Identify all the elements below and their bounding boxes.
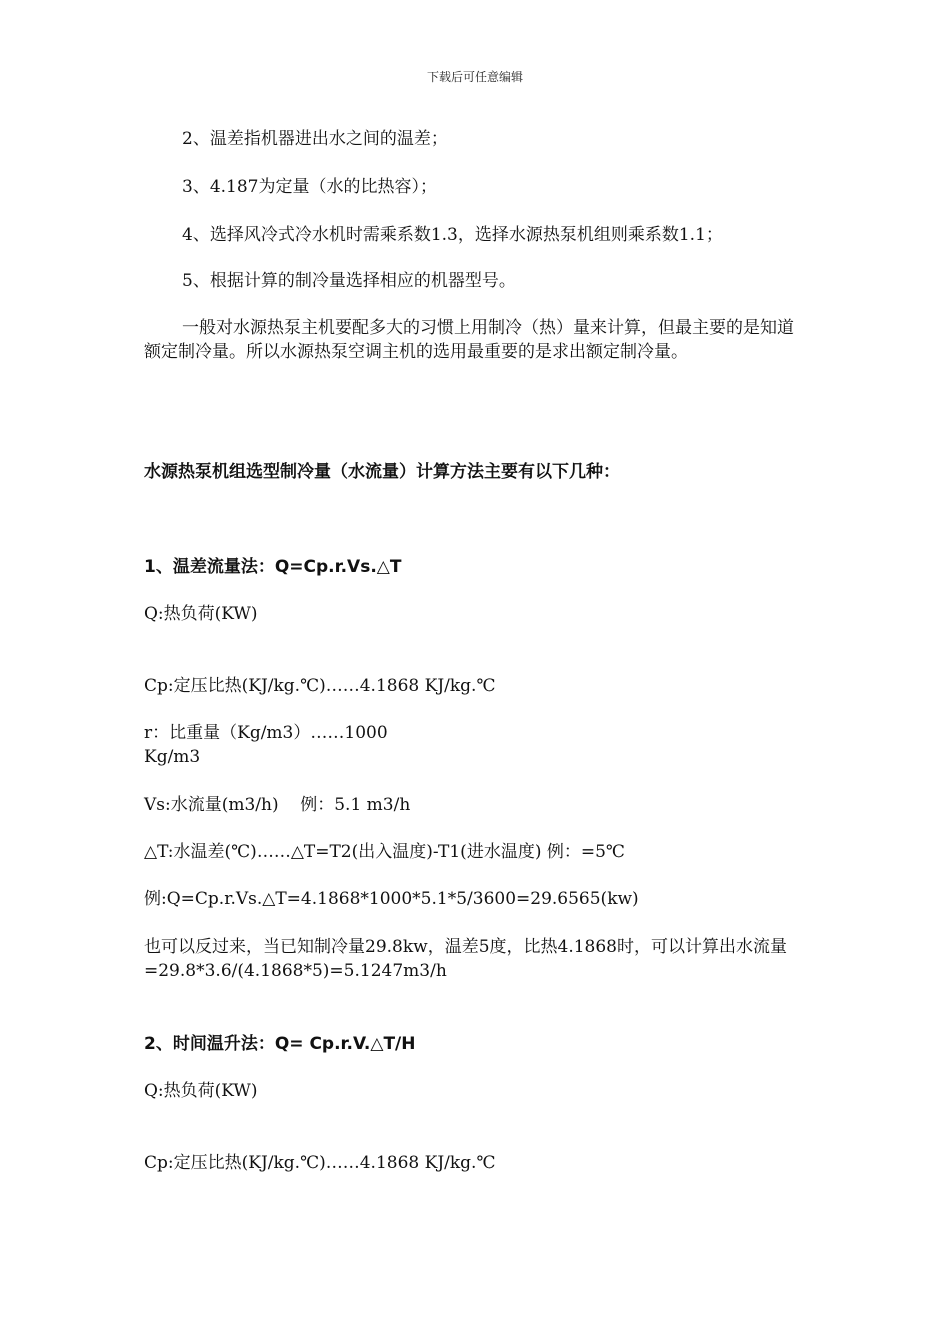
method1-cp: Cp:定压比热(KJ/kg.℃)……4.1868 KJ/kg.℃ — [144, 676, 496, 696]
section-heading: 水源热泵机组选型制冷量（水流量）计算方法主要有以下几种： — [144, 462, 620, 482]
method2-cp: Cp:定压比热(KJ/kg.℃)……4.1868 KJ/kg.℃ — [144, 1153, 496, 1173]
page-header: 下载后可任意编辑 — [426, 70, 523, 84]
method1-example: 例:Q=Cp.r.Vs.△T=4.1868*1000*5.1*5/3600=29.6565(kw) — [144, 889, 639, 909]
method1-dt: △T:水温差(℃)……△T=T2(出入温度)-T1(进水温度) 例：=5℃ — [144, 842, 625, 862]
method1-q: Q:热负荷(KW) — [144, 604, 258, 624]
method2-title: 2、时间温升法：Q= Cp.r.V.△T/H — [144, 1034, 416, 1054]
method2-q: Q:热负荷(KW) — [144, 1081, 258, 1101]
method1-vs: Vs:水流量(m3/h) 例：5.1 m3/h — [144, 795, 411, 815]
note-item-4: 4、选择风冷式冷水机时需乘系数1.3，选择水源热泵机组则乘系数1.1； — [182, 225, 723, 245]
note-item-3: 3、4.187为定量（水的比热容）； — [182, 177, 437, 197]
intro-paragraph: 一般对水源热泵主机要配多大的习惯上用制冷（热）量来计算，但最主要的是知道额定制冷量。所以水源热泵空调主机的选用最重要的是求出额定制冷量。 — [144, 318, 794, 362]
method1-r-line2: Kg/m3 — [144, 747, 201, 767]
method1-title: 1、温差流量法：Q=Cp.r.Vs.△T — [144, 557, 402, 577]
method1-r-line1: r：比重量（Kg/m3）……1000 — [144, 723, 388, 743]
note-item-5: 5、根据计算的制冷量选择相应的机器型号。 — [182, 271, 516, 291]
note-item-2: 2、温差指机器进出水之间的温差； — [182, 129, 448, 149]
method1-reverse: 也可以反过来，当已知制冷量29.8kw，温差5度，比热4.1868时，可以计算出水流量=29.8*3.6/(4.1868*5)=5.1247m3/h — [144, 937, 788, 981]
